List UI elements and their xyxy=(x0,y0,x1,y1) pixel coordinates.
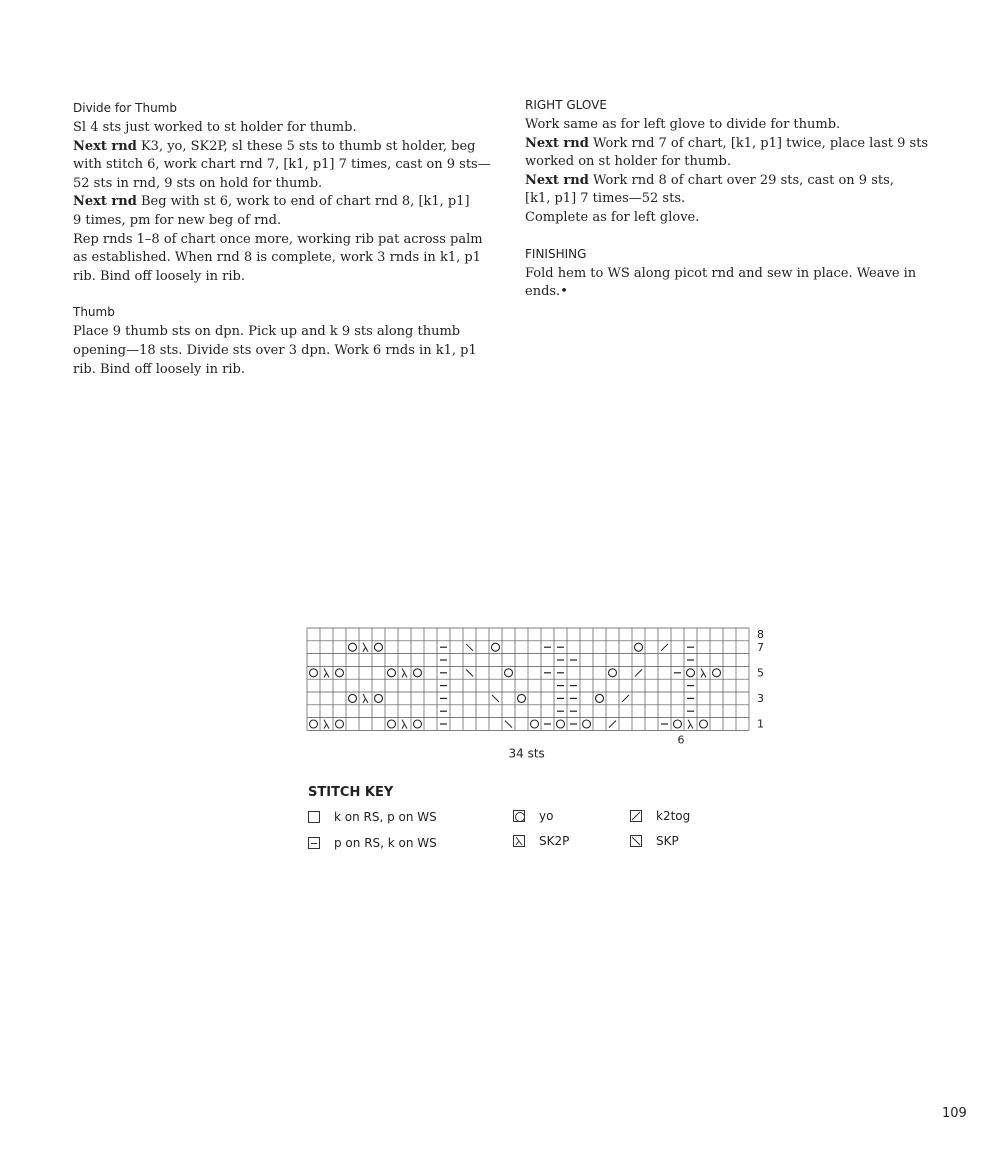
purl-dash-icon xyxy=(308,837,320,849)
section-heading: Divide for Thumb xyxy=(73,101,177,115)
yo-stitch xyxy=(414,669,422,677)
yo-stitch xyxy=(336,720,344,728)
yo-stitch xyxy=(388,720,396,728)
key-label: SK2P xyxy=(539,834,570,848)
skp-stitch xyxy=(492,695,499,702)
yo-stitch xyxy=(687,669,695,677)
next-rnd-label: Next rnd xyxy=(525,135,589,151)
instruction-line: rib. Bind off loosely in rib. xyxy=(73,268,245,284)
yo-stitch xyxy=(414,720,422,728)
knit-square-icon xyxy=(308,811,320,823)
yo-stitch xyxy=(336,669,344,677)
row-label: 3 xyxy=(757,692,764,705)
key-label: k on RS, p on WS xyxy=(334,810,437,824)
yo-circle-icon xyxy=(513,810,525,822)
instruction-line: Rep rnds 1–8 of chart once more, working rib pat across palm xyxy=(73,231,483,247)
yo-stitch xyxy=(349,643,357,651)
yo-stitch xyxy=(609,669,617,677)
instruction-line: 9 times, pm for new beg of rnd. xyxy=(73,212,282,228)
row-label: 5 xyxy=(757,666,764,680)
k2tog-icon xyxy=(630,810,642,822)
left-column xyxy=(73,100,513,397)
key-label: k2tog xyxy=(656,809,691,823)
instruction-text: Beg with st 6, work to end of chart rnd 8, [k1, p1] xyxy=(136,194,470,210)
page-number: 109 xyxy=(942,1106,967,1121)
k2tog-stitch xyxy=(622,695,629,702)
stitch-count-label: 34 sts xyxy=(508,746,545,761)
yo-stitch xyxy=(310,669,318,677)
yo-stitch xyxy=(375,694,383,702)
sk2p-stitch xyxy=(701,668,706,677)
instruction-line: Place 9 thumb sts on dpn. Pick up and k 9 sts along thumb xyxy=(73,324,461,340)
skp-stitch xyxy=(505,721,512,728)
yo-stitch xyxy=(388,669,396,677)
instruction-line: as established. When rnd 8 is complete, work 3 rnds in k1, p1 xyxy=(73,250,481,266)
yo-stitch xyxy=(700,720,708,728)
sk2p-stitch xyxy=(363,694,368,703)
instruction-line: worked on st holder for thumb. xyxy=(525,154,732,170)
yo-stitch xyxy=(596,694,604,702)
finishing-section xyxy=(525,246,965,302)
row-label: 7 xyxy=(757,640,764,654)
row-label: 8 xyxy=(757,628,764,641)
skp-icon xyxy=(630,835,642,847)
key-label: SKP xyxy=(656,834,679,848)
stitch-chart xyxy=(300,620,780,765)
sk2p-stitch xyxy=(402,668,407,677)
skp-stitch xyxy=(466,669,473,676)
yo-stitch xyxy=(531,720,539,728)
next-rnd-label: Next rnd xyxy=(73,194,137,210)
yo-stitch xyxy=(583,720,591,728)
stitch-key xyxy=(308,785,691,850)
instruction-text: Work rnd 7 of chart, [k1, p1] twice, place last 9 sts xyxy=(588,135,929,151)
section-heading: RIGHT GLOVE xyxy=(525,98,607,112)
yo-stitch xyxy=(492,643,500,651)
instruction-line: rib. Bind off loosely in rib. xyxy=(73,361,245,377)
key-item-p xyxy=(308,836,437,850)
sk2p-stitch xyxy=(688,720,693,729)
instruction-line: Complete as for left glove. xyxy=(525,209,700,225)
instruction-line: ends.• xyxy=(525,284,568,300)
instruction-line xyxy=(525,172,965,191)
key-label: p on RS, k on WS xyxy=(334,836,437,850)
sk2p-stitch xyxy=(363,643,368,652)
k2tog-stitch xyxy=(609,721,616,728)
instruction-text: K3, yo, SK2P, sl these 5 sts to thumb st holder, beg xyxy=(136,138,476,154)
yo-stitch xyxy=(674,720,682,728)
key-item-k xyxy=(308,810,437,824)
stitch-marker-label: 6 xyxy=(677,733,685,747)
instruction-line xyxy=(73,138,513,157)
yo-stitch xyxy=(349,694,357,702)
stitch-key-title: STITCH KEY xyxy=(308,785,394,800)
k2tog-stitch xyxy=(635,669,642,676)
thumb-section xyxy=(73,304,513,379)
section-heading: Thumb xyxy=(73,305,115,320)
sk2p-stitch xyxy=(324,668,329,677)
yo-stitch xyxy=(310,720,318,728)
yo-stitch xyxy=(557,720,565,728)
sk2p-stitch xyxy=(402,720,407,729)
key-item-sk2p xyxy=(513,834,569,848)
yo-stitch xyxy=(518,694,526,702)
right-column xyxy=(525,97,965,320)
instruction-line: Sl 4 sts just worked to st holder for thumb. xyxy=(73,120,357,135)
right-glove-section xyxy=(525,97,965,228)
instruction-line: with stitch 6, work chart rnd 7, [k1, p1] 7 times, cast on 9 sts— xyxy=(73,157,491,173)
sk2p-icon xyxy=(513,835,525,847)
yo-stitch xyxy=(375,643,383,651)
skp-stitch xyxy=(466,644,473,651)
instruction-line: Fold hem to WS along picot rnd and sew in place. Weave in xyxy=(525,265,917,281)
section-heading: FINISHING xyxy=(525,246,587,261)
key-item-skp xyxy=(630,834,679,848)
key-item-k2tog xyxy=(630,809,690,823)
sk2p-stitch xyxy=(324,720,329,729)
yo-stitch xyxy=(713,669,721,677)
instruction-line: 52 sts in rnd, 9 sts on hold for thumb. xyxy=(73,175,323,191)
row-label: 1 xyxy=(757,717,764,731)
next-rnd-label: Next rnd xyxy=(73,138,137,154)
key-item-yo xyxy=(513,809,553,823)
instruction-line xyxy=(525,135,965,154)
divide-for-thumb-section xyxy=(73,100,513,286)
instruction-text: Work rnd 8 of chart over 29 sts, cast on 9 sts, xyxy=(588,172,894,188)
instruction-line: opening—18 sts. Divide sts over 3 dpn. Work 6 rnds in k1, p1 xyxy=(73,342,477,358)
yo-stitch xyxy=(635,643,643,651)
instruction-line: [k1, p1] 7 times—52 sts. xyxy=(525,191,686,207)
key-label: yo xyxy=(539,809,554,823)
next-rnd-label: Next rnd xyxy=(525,172,589,188)
yo-stitch xyxy=(505,669,513,677)
k2tog-stitch xyxy=(661,644,668,651)
instruction-line xyxy=(73,193,513,212)
instruction-line: Work same as for left glove to divide for thumb. xyxy=(525,117,841,132)
